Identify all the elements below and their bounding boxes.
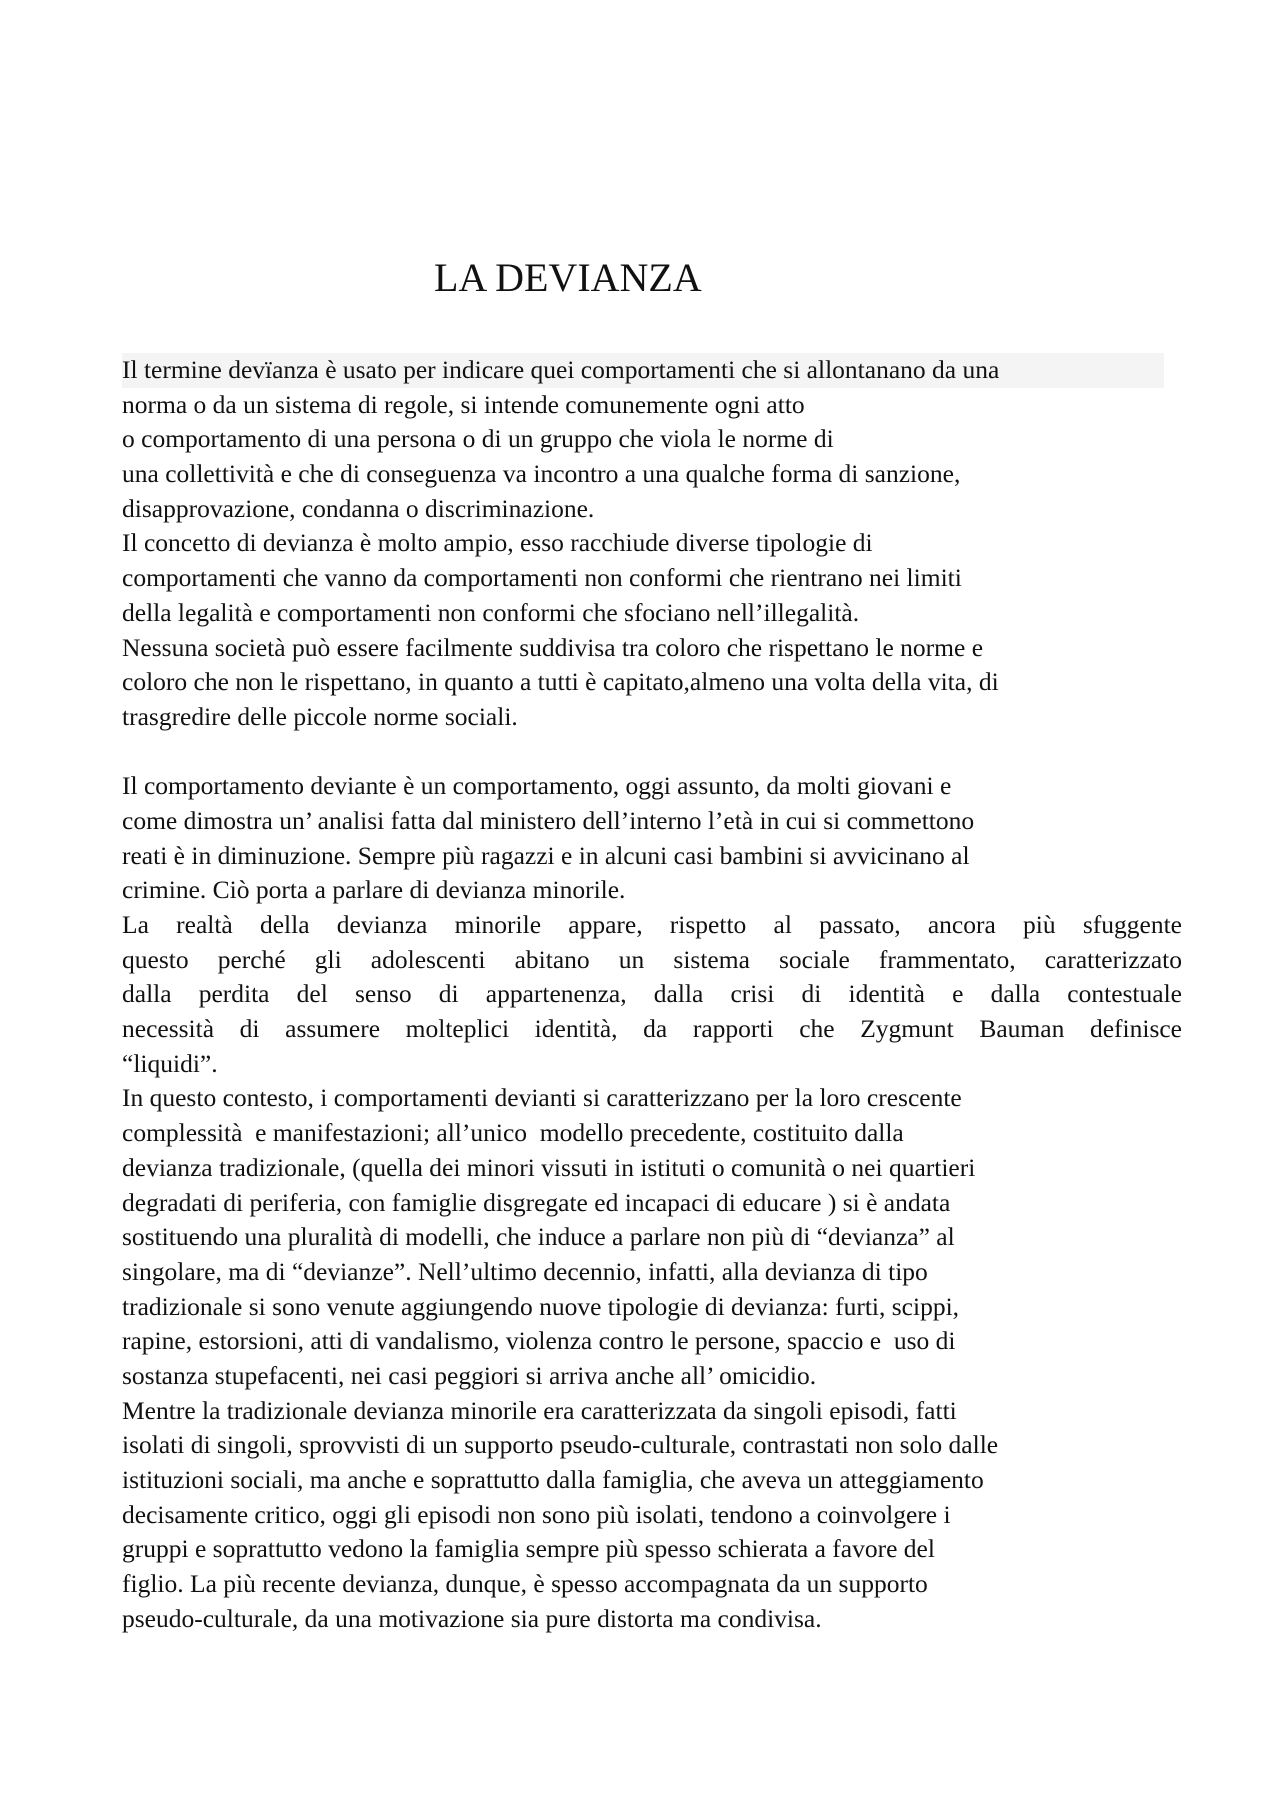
text-line: dalla perdita del senso di appartenenza, dalla crisi di identità e dalla contestuale [122,979,1182,1009]
text-line: Il concetto di devianza è molto ampio, esso racchiude diverse tipologie di [122,528,873,558]
text-line: Mentre la tradizionale devianza minorile era caratterizzata da singoli episodi, fatti [122,1395,957,1425]
text-line: reati è in diminuzione. Sempre più ragazzi e in alcuni casi bambini si avvicinano al [122,840,970,870]
text-line: rapine, estorsioni, atti di vandalismo, violenza contro le persone, spaccio e uso di [122,1326,956,1356]
text-line: pseudo-culturale, da una motivazione sia pure distorta ma condivisa. [122,1603,822,1633]
text-line: una collettività e che di conseguenza va incontro a una qualche forma di sanzione, [122,459,961,489]
text-line: figlio. La più recente devianza, dunque, è spesso accompagnata da un supporto [122,1569,928,1599]
text-line: degradati di periferia, con famiglie disgregate ed incapaci di educare ) si è andata [122,1187,951,1217]
text-line: decisamente critico, oggi gli episodi non sono più isolati, tendono a coinvolgere i [122,1499,951,1529]
text-line: disapprovazione, condanna o discriminazione. [122,493,595,523]
text-line: come dimostra un’ analisi fatta dal ministero dell’interno l’età in cui si commettono [122,805,975,835]
text-line: In questo contesto, i comportamenti devianti si caratterizzano per la loro crescente [122,1083,962,1113]
text-line: sostanza stupefacenti, nei casi peggiori si arriva anche all’ omicidio. [122,1360,817,1390]
text-line: istituzioni sociali, ma anche e soprattutto dalla famiglia, che aveva un atteggiamento [122,1465,984,1494]
text-line: Il comportamento deviante è un comportamento, oggi assunto, da molti giovani e [122,771,952,801]
text-line: questo perché gli adolescenti abitano un sistema sociale frammentato, caratterizzato [122,944,1182,974]
text-line: La realtà della devianza minorile appare, rispetto al passato, ancora più sfuggente [122,910,1182,939]
text-line: Il termine devïanza è usato per indicare quei comportamenti che si allontanano da una [122,353,1164,388]
text-line: o comportamento di una persona o di un gruppo che viola le norme di [122,424,834,454]
text-line: Nessuna società può essere facilmente suddivisa tra coloro che rispettano le norme e [122,632,984,662]
text-line: sostituendo una pluralità di modelli, che induce a parlare non più di “devianza” al [122,1222,955,1252]
text-line: comportamenti che vanno da comportamenti non conformi che rientrano nei limiti [122,563,962,593]
text-line: della legalità e comportamenti non conformi che sfociano nell’illegalità. [122,597,860,627]
text-line: devianza tradizionale, (quella dei minori vissuti in istituti o comunità o nei quartieri [122,1152,976,1182]
text-line: norma o da un sistema di regole, si intende comunemente ogni atto [122,389,805,419]
text-line: complessità e manifestazioni; all’unico modello precedente, costituito dalla [122,1118,904,1148]
text-line: trasgredire delle piccole norme sociali. [122,701,518,731]
document-body [122,353,1182,1636]
document-title: LA DEVIANZA [434,255,702,300]
paragraph-break [122,735,1182,770]
text-line: “liquidi”. [122,1048,218,1078]
text-line: tradizionale si sono venute aggiungendo nuove tipologie di devianza: furti, scippi, [122,1291,960,1321]
text-line: isolati di singoli, sprovvisti di un supporto pseudo-culturale, contrastati non solo dalle [122,1430,999,1460]
text-line: crimine. Ciò porta a parlare di devianza minorile. [122,875,626,905]
text-line: singolare, ma di “devianze”. Nell’ultimo decennio, infatti, alla devianza di tipo [122,1256,928,1286]
text-line: necessità di assumere molteplici identità, da rapporti che Zygmunt Bauman definisce [122,1014,1182,1044]
text-line: gruppi e soprattutto vedono la famiglia sempre più spesso schierata a favore del [122,1534,935,1564]
text-line: coloro che non le rispettano, in quanto a tutti è capitato,almeno una volta della vita, di [122,667,999,697]
